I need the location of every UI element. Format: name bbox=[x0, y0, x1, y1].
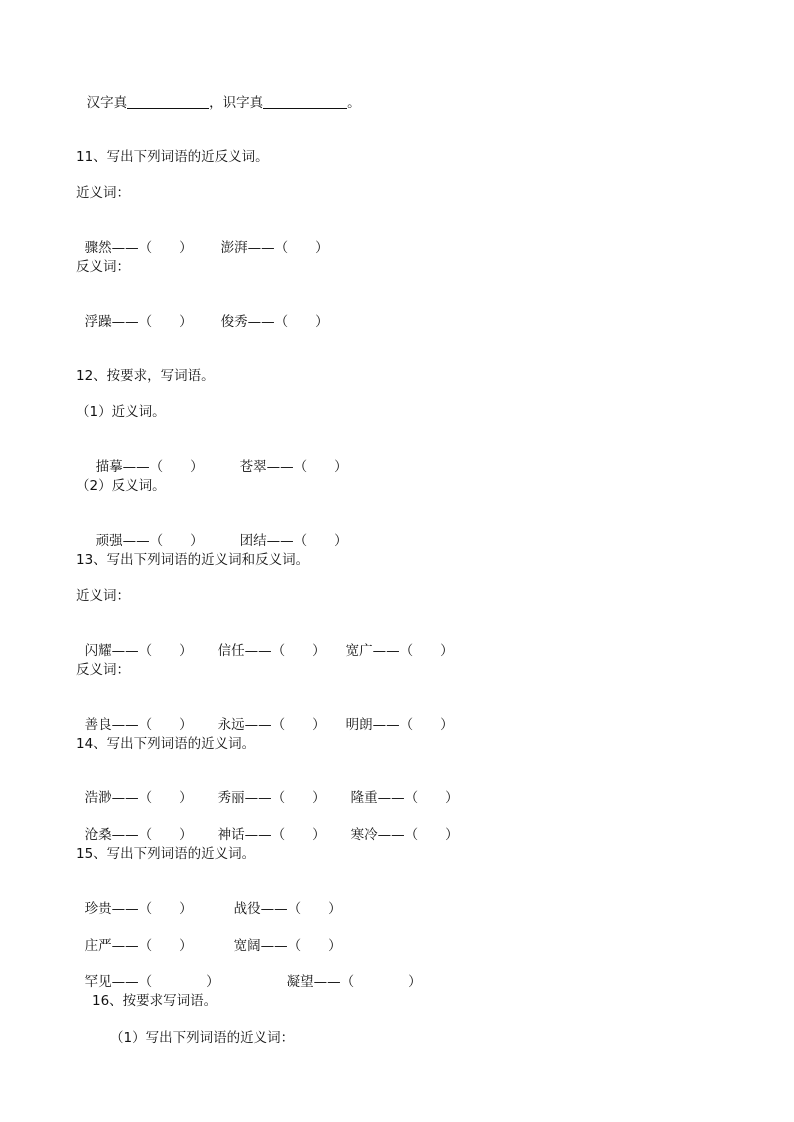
fill-in-line: 汉字真 ，识字真 。 bbox=[86, 95, 361, 111]
word-item: 珍贵——（ ） bbox=[84, 901, 193, 917]
word-item: 寒冷——（ ） bbox=[350, 827, 459, 843]
text-hanzi: 汉字真 bbox=[86, 95, 128, 111]
q12-sub1-label: （1）近义词。 bbox=[76, 404, 166, 420]
word-item: 宽阔——（ ） bbox=[233, 938, 342, 954]
q11-title: 11、写出下列词语的近反义词。 bbox=[76, 149, 269, 165]
word-item: 庄严——（ ） bbox=[84, 938, 193, 954]
q15-row-3 bbox=[76, 955, 422, 991]
word-item: 描摹——（ ） bbox=[95, 459, 204, 475]
answer-blank-2[interactable] bbox=[263, 94, 347, 109]
q16-title: 16、按要求写词语。 bbox=[92, 993, 218, 1009]
word-item: 信任——（ ） bbox=[217, 643, 326, 659]
word-item: 神话——（ ） bbox=[217, 827, 326, 843]
q14-row-2 bbox=[76, 808, 459, 844]
q13-title: 13、写出下列词语的近义词和反义词。 bbox=[76, 552, 310, 568]
q15-row-2 bbox=[76, 919, 342, 955]
word-item: 浩渺——（ ） bbox=[84, 790, 193, 806]
word-item: 澎湃——（ ） bbox=[220, 240, 329, 256]
word-item: 俊秀——（ ） bbox=[220, 314, 329, 330]
word-item: 隆重——（ ） bbox=[350, 790, 459, 806]
word-item: 团结——（ ） bbox=[239, 533, 348, 549]
answer-blank-1[interactable] bbox=[127, 94, 209, 109]
q13-ant-label: 反义词： bbox=[76, 662, 130, 678]
q14-title: 14、写出下列词语的近义词。 bbox=[76, 736, 256, 752]
word-item: 宽广——（ ） bbox=[345, 643, 454, 659]
word-item: 苍翠——（ ） bbox=[239, 459, 348, 475]
q14-row-1 bbox=[76, 771, 459, 807]
q11-ant-row bbox=[76, 295, 329, 331]
word-item: 战役——（ ） bbox=[233, 901, 342, 917]
word-item: 秀丽——（ ） bbox=[217, 790, 326, 806]
word-item: 闪耀——（ ） bbox=[84, 643, 193, 659]
q12-title: 12、按要求，写词语。 bbox=[76, 368, 215, 384]
q13-syn-row bbox=[76, 624, 454, 660]
text-shizi: 识字真 bbox=[222, 95, 264, 111]
q13-syn-label: 近义词： bbox=[76, 588, 130, 604]
q16-sub1-label: （1）写出下列词语的近义词： bbox=[110, 1030, 295, 1046]
word-item: 凝望——（ ） bbox=[286, 974, 422, 990]
q15-title: 15、写出下列词语的近义词。 bbox=[76, 846, 256, 862]
q12-sub2-row bbox=[87, 514, 348, 550]
word-item: 善良——（ ） bbox=[84, 717, 193, 733]
word-item: 沧桑——（ ） bbox=[84, 827, 193, 843]
word-item: 骤然——（ ） bbox=[84, 240, 193, 256]
word-item: 永远——（ ） bbox=[217, 717, 326, 733]
q12-sub1-row bbox=[87, 440, 348, 476]
q15-row-1 bbox=[76, 882, 342, 918]
word-item: 罕见——（ ） bbox=[84, 974, 220, 990]
q11-syn-row bbox=[76, 221, 329, 257]
q13-ant-row bbox=[76, 698, 454, 734]
word-item: 明朗——（ ） bbox=[345, 717, 454, 733]
q11-syn-label: 近义词： bbox=[76, 185, 130, 201]
word-item: 顽强——（ ） bbox=[95, 533, 204, 549]
q11-ant-label: 反义词： bbox=[76, 259, 130, 275]
word-item: 浮躁——（ ） bbox=[84, 314, 193, 330]
q12-sub2-label: （2）反义词。 bbox=[76, 478, 166, 494]
